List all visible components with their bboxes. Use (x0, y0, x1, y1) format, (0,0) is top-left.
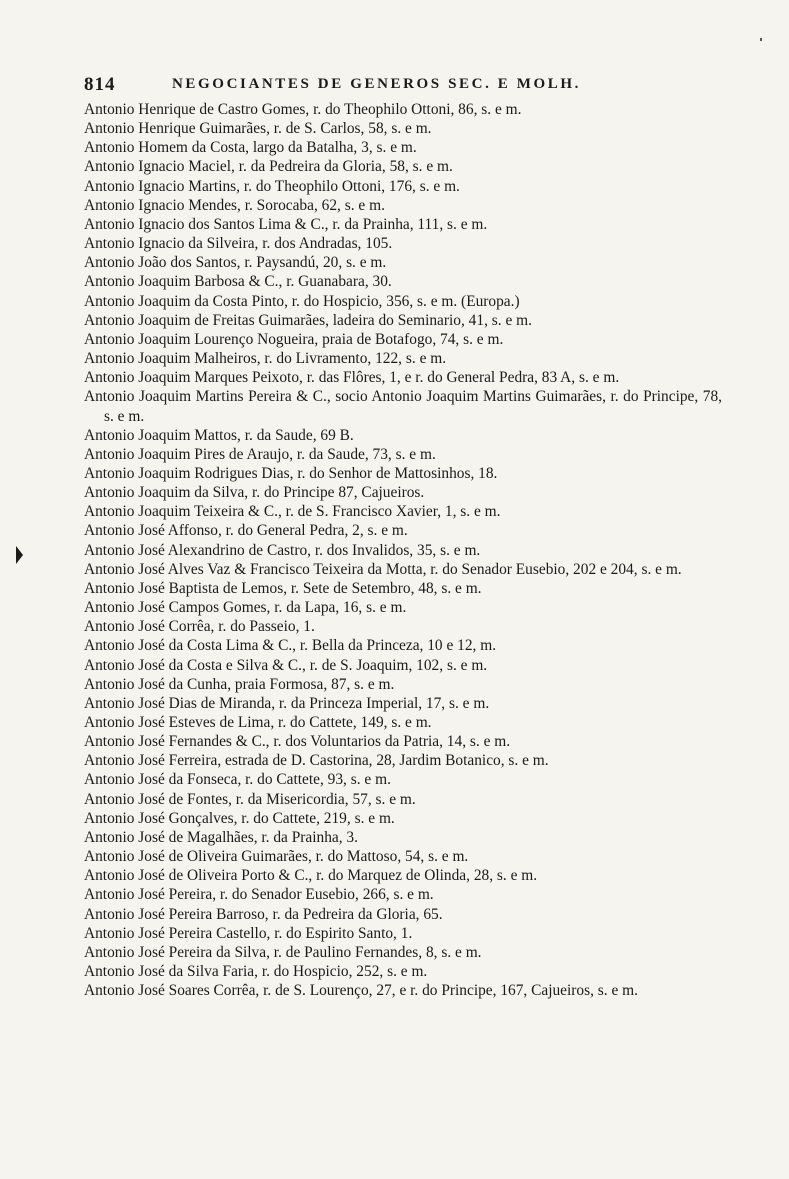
page-number: 814 (84, 74, 116, 95)
directory-entry: Antonio Ignacio Martins, r. do Theophilo Ottoni, 176, s. e m. (84, 177, 460, 195)
directory-entry: Antonio Ignacio dos Santos Lima & C., r. da Prainha, 111, s. e m. (84, 215, 488, 233)
directory-entry: Antonio Homem da Costa, largo da Batalha, 3, s. e m. (84, 139, 417, 157)
directory-entry: Antonio Joaquim Rodrigues Dias, r. do Senhor de Mattosinhos, 18. (84, 464, 498, 482)
directory-entry: Antonio Henrique Guimarães, r. de S. Carlos, 58, s. e m. (84, 120, 432, 138)
page-speck (760, 38, 762, 41)
directory-entry: Antonio José de Magalhães, r. da Prainha, 3. (84, 828, 358, 846)
directory-entry: Antonio Joaquim da Costa Pinto, r. do Hospicio, 356, s. e m. (Europa.) (84, 292, 520, 310)
running-head: NEGOCIANTES DE GENEROS SEC. E MOLH. (172, 76, 581, 92)
directory-entry: Antonio Henrique de Castro Gomes, r. do Theophilo Ottoni, 86, s. e m. (84, 101, 522, 118)
directory-entry: Antonio Joaquim Teixeira & C., r. de S. Francisco Xavier, 1, s. e m. (84, 503, 501, 521)
directory-entry: Antonio José Pereira da Silva, r. de Paulino Fernandes, 8, s. e m. (84, 943, 482, 961)
directory-entry: Antonio José Baptista de Lemos, r. Sete de Setembro, 48, s. e m. (84, 579, 482, 597)
directory-entry: Antonio José Pereira, r. do Senador Eusebio, 266, s. e m. (84, 886, 434, 904)
directory-entry: Antonio José Campos Gomes, r. da Lapa, 16, s. e m. (84, 599, 407, 617)
directory-entry: Antonio Joaquim Mattos, r. da Saude, 69 B. (84, 426, 354, 444)
directory-entry: Antonio Ignacio Maciel, r. da Pedreira da Gloria, 58, s. e m. (84, 158, 453, 176)
directory-entry: Antonio João dos Santos, r. Paysandú, 20, s. e m. (84, 254, 387, 272)
directory-entry: Antonio José da Silva Faria, r. do Hospicio, 252, s. e m. (84, 963, 428, 981)
directory-entry: Antonio Joaquim Barbosa & C., r. Guanabara, 30. (84, 273, 392, 291)
directory-entry: Antonio José da Costa e Silva & C., r. de S. Joaquim, 102, s. e m. (84, 656, 488, 674)
directory-entry: Antonio Joaquim Marques Peixoto, r. das Flôres, 1, e r. do General Pedra, 83 A, s. e m. (84, 369, 620, 387)
directory-entry: Antonio José Affonso, r. do General Pedra, 2, s. e m. (84, 522, 408, 540)
directory-entry: Antonio Joaquim Malheiros, r. do Livramento, 122, s. e m. (84, 350, 447, 368)
margin-arrow-icon (16, 546, 23, 564)
directory-entry: Antonio José da Costa Lima & C., r. Bella da Princeza, 10 e 12, m. (84, 637, 497, 655)
directory-entry: Antonio Joaquim Martins Pereira & C., socio Antonio Joaquim Martins Guimarães, r. do Principe, 78, s. e m. (84, 388, 722, 425)
directory-list (84, 100, 722, 1000)
directory-entry: Antonio Joaquim Pires de Araujo, r. da Saude, 73, s. e m. (84, 445, 436, 463)
directory-entry: Antonio Ignacio da Silveira, r. dos Andradas, 105. (84, 235, 393, 253)
directory-entry: Antonio José Soares Corrêa, r. de S. Lourenço, 27, e r. do Principe, 167, Cajueiros, s. e m. (84, 982, 638, 1000)
directory-entry: Antonio José de Oliveira Guimarães, r. do Mattoso, 54, s. e m. (84, 848, 469, 866)
directory-entry: Antonio José da Fonseca, r. do Cattete, 93, s. e m. (84, 771, 391, 789)
directory-entry: Antonio José de Oliveira Porto & C., r. do Marquez de Olinda, 28, s. e m. (84, 867, 538, 885)
directory-entry: Antonio José Pereira Castello, r. do Espirito Santo, 1. (84, 924, 413, 942)
directory-entry: Antonio Joaquim da Silva, r. do Principe 87, Cajueiros. (84, 484, 425, 502)
directory-entry: Antonio José Alves Vaz & Francisco Teixeira da Motta, r. do Senador Eusebio, 202 e 204, s. e m. (84, 560, 682, 578)
directory-entry: Antonio José Pereira Barroso, r. da Pedreira da Gloria, 65. (84, 905, 443, 923)
directory-entry: Antonio José Ferreira, estrada de D. Castorina, 28, Jardim Botanico, s. e m. (84, 752, 549, 770)
directory-entry: Antonio José Esteves de Lima, r. do Cattete, 149, s. e m. (84, 714, 432, 731)
directory-entry: Antonio José Fernandes & C., r. dos Voluntarios da Patria, 14, s. e m. (84, 733, 511, 751)
directory-entry: Antonio José Dias de Miranda, r. da Princeza Imperial, 17, s. e m. (84, 694, 490, 712)
directory-entry: Antonio Joaquim de Freitas Guimarães, ladeira do Seminario, 41, s. e m. (84, 311, 532, 329)
directory-entry: Antonio José Gonçalves, r. do Cattete, 219, s. e m. (84, 809, 395, 827)
directory-entry: Antonio José Alexandrino de Castro, r. dos Invalidos, 35, s. e m. (84, 541, 481, 559)
directory-entry: Antonio José da Cunha, praia Formosa, 87, s. e m. (84, 675, 395, 693)
page-header (84, 74, 724, 100)
directory-entry: Antonio Joaquim Lourenço Nogueira, praia de Botafogo, 74, s. e m. (84, 330, 504, 348)
directory-entry: Antonio José de Fontes, r. da Misericordia, 57, s. e m. (84, 790, 416, 808)
directory-entry: Antonio José Corrêa, r. do Passeio, 1. (84, 618, 315, 636)
directory-entry: Antonio Ignacio Mendes, r. Sorocaba, 62, s. e m. (84, 196, 385, 214)
